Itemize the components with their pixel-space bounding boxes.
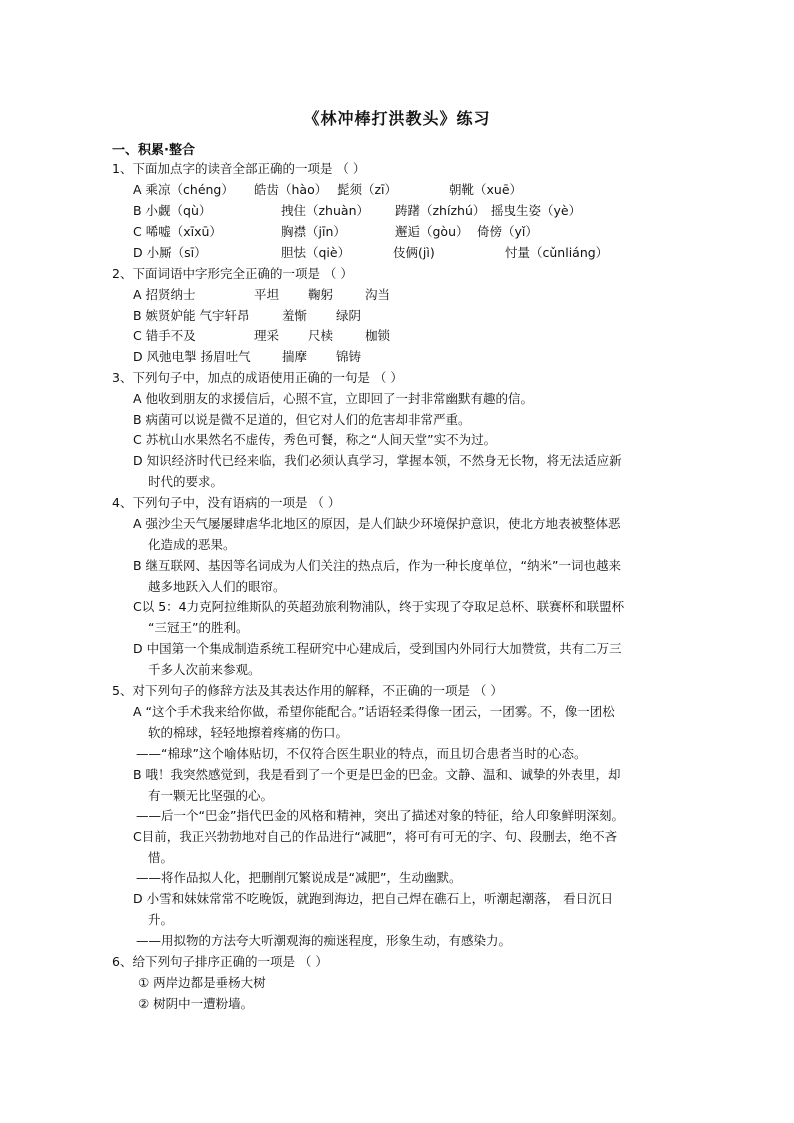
q2-option-c-3: 尺椟	[308, 328, 334, 343]
q1-option-a-3: 髭须（zī）	[337, 182, 398, 197]
q4-option-a-line2: 化造成的恶果。	[148, 537, 236, 552]
q4-option-a-line1: A 强沙尘天气屡屡肆虐华北地区的原因，是人们缺少环境保护意识，使北方地表被整体恶	[133, 516, 621, 531]
q1-option-c-4: 倚傍（yǐ）	[477, 224, 538, 239]
q5-option-d-note: ——用拟物的方法夸大听潮观海的痴迷程度，形象生动，有感染力。	[136, 933, 512, 948]
q2-option-d-1: D 风弛电掣 扬眉吐气	[133, 349, 251, 364]
q3-option-c: C 苏杭山水果然名不虚传，秀色可餐，称之“人间天堂”实不为过。	[133, 432, 497, 447]
q4-option-c-line1: C以 5：4力克阿拉维斯队的英超劲旅利物浦队，终于实现了夺取足总杯、联赛杯和联盟杯	[133, 599, 625, 614]
page-title: 《林冲棒打洪教头》练习	[303, 109, 491, 128]
q5-option-a-line2: 软的棉球，轻轻地擦着疼痛的伤口。	[148, 725, 349, 740]
q5-option-d-line2: 升。	[148, 912, 174, 927]
question-1-stem: 1、下面加点字的读音全部正确的一项是 （ ）	[112, 161, 366, 176]
q2-option-b-3: 绿阴	[336, 308, 362, 323]
q3-option-d-line1: D 知识经济时代已经来临，我们必须认真学习，掌握本领，不然身无长物，将无法适应新	[133, 453, 622, 468]
q1-option-d-4: 忖量（cǔnliáng）	[505, 245, 609, 260]
q1-option-c-1: C 唏嘘（xīxū）	[133, 224, 222, 239]
question-4-stem: 4、下列句子中，没有语病的一项是 （ ）	[112, 495, 341, 510]
q1-option-b-2: 拽住（zhuàn）	[281, 203, 369, 218]
q5-option-b-note: ——后一个“巴金”指代巴金的风格和精神，突出了描述对象的特征，给人印象鲜明深刻。	[136, 808, 624, 823]
q1-option-d-3: 伎俩(jì)	[393, 245, 435, 260]
q1-option-b-3: 踌躇（zhízhú）	[395, 203, 486, 218]
q6-item-2: ② 树阴中一遭粉墙。	[138, 996, 254, 1011]
q2-option-a-4: 沟当	[365, 287, 391, 302]
q5-option-b-line2: 有一颗无比坚强的心。	[148, 788, 274, 803]
q1-option-c-3: 邂逅（gòu）	[395, 224, 469, 239]
q2-option-a-2: 平坦	[254, 287, 280, 302]
q1-option-d-1: D 小厮（sī）	[133, 245, 207, 260]
q4-option-d-line1: D 中国第一个集成制造系统工程研究中心建成后，受到国内外同行大加赞赏，共有二万三	[133, 641, 622, 656]
q2-option-b-1: B 嫉贤妒能 气宇轩昂	[133, 308, 250, 323]
q3-option-a: A 他收到朋友的求援信后，心照不宣，立即回了一封非常幽默有趣的信。	[133, 391, 534, 406]
question-5-stem: 5、对下列句子的修辞方法及其表达作用的解释，不正确的一项是 （ ）	[112, 683, 503, 698]
q5-option-d-line1: D 小雪和妹妹常常不吃晚饭，就跑到海边，把自己焊在礁石上，听潮起潮落， 看日沉日	[133, 891, 614, 906]
section-heading: 一、积累·整合	[112, 143, 195, 158]
q5-option-c-note: ——将作品拟人化，把删削冗繁说成是“减肥”，生动幽默。	[136, 870, 462, 885]
q1-option-a-4: 朝靴（xuē）	[449, 182, 523, 197]
q6-item-1: ① 两岸边都是垂杨大树	[138, 975, 266, 990]
q2-option-c-4: 枷锁	[365, 328, 391, 343]
q5-option-b-line1: B 哦！我突然感觉到，我是看到了一个更是巴金的巴金。文静、温和、诚挚的外表里，却	[133, 767, 621, 782]
q1-option-a-2: 皓齿（hào）	[254, 182, 328, 197]
q2-option-d-2: 揣摩	[282, 349, 308, 364]
q1-option-a-1: A 乘凉（chéng）	[133, 182, 234, 197]
q1-option-b-1: B 小觑（qù）	[133, 203, 212, 218]
question-2-stem: 2、下面词语中字形完全正确的一项是 （ ）	[112, 266, 353, 281]
q5-option-a-line1: A “这个手术我来给你做，希望你能配合。”话语轻柔得像一团云，一团雾。不，像一团松	[133, 704, 615, 719]
q2-option-c-2: 理采	[254, 328, 280, 343]
q5-option-c-line1: C目前，我正兴勃勃地对自己的作品进行“减肥”，将可有可无的字、句、段删去，绝不吝	[133, 829, 618, 844]
q1-option-d-2: 胆怯（qiè）	[281, 245, 351, 260]
q2-option-a-3: 鞠躬	[308, 287, 334, 302]
q4-option-c-line2: “三冠王”的胜利。	[148, 620, 249, 635]
q5-option-c-line2: 惜。	[148, 850, 174, 865]
q4-option-b-line1: B 继互联网、基因等名词成为人们关注的热点后，作为一种长度单位，“纳米”一词也越来	[133, 558, 622, 573]
question-3-stem: 3、下列句子中，加点的成语使用正确的一句是 （ ）	[112, 370, 403, 385]
q4-option-d-line2: 千多人次前来参观。	[148, 662, 261, 677]
q5-option-a-note: ——“棉球”这个喻体贴切，不仅符合医生职业的特点，而且切合患者当时的心态。	[136, 746, 587, 761]
q2-option-b-2: 羞惭	[282, 308, 308, 323]
q3-option-d-line2: 时代的要求。	[148, 474, 224, 489]
q2-option-a-1: A 招贤纳士	[133, 287, 196, 302]
q1-option-c-2: 胸襟（jīn）	[281, 224, 346, 239]
q1-option-b-4: 摇曳生姿（yè）	[491, 203, 582, 218]
question-6-stem: 6、给下列句子排序正确的一项是 （ ）	[112, 954, 328, 969]
q2-option-d-3: 锦铸	[336, 349, 362, 364]
q2-option-c-1: C 错手不及	[133, 328, 196, 343]
q4-option-b-line2: 越多地跃入人们的眼帘。	[148, 579, 286, 594]
q3-option-b: B 病菌可以说是微不足道的，但它对人们的危害却非常严重。	[133, 412, 471, 427]
